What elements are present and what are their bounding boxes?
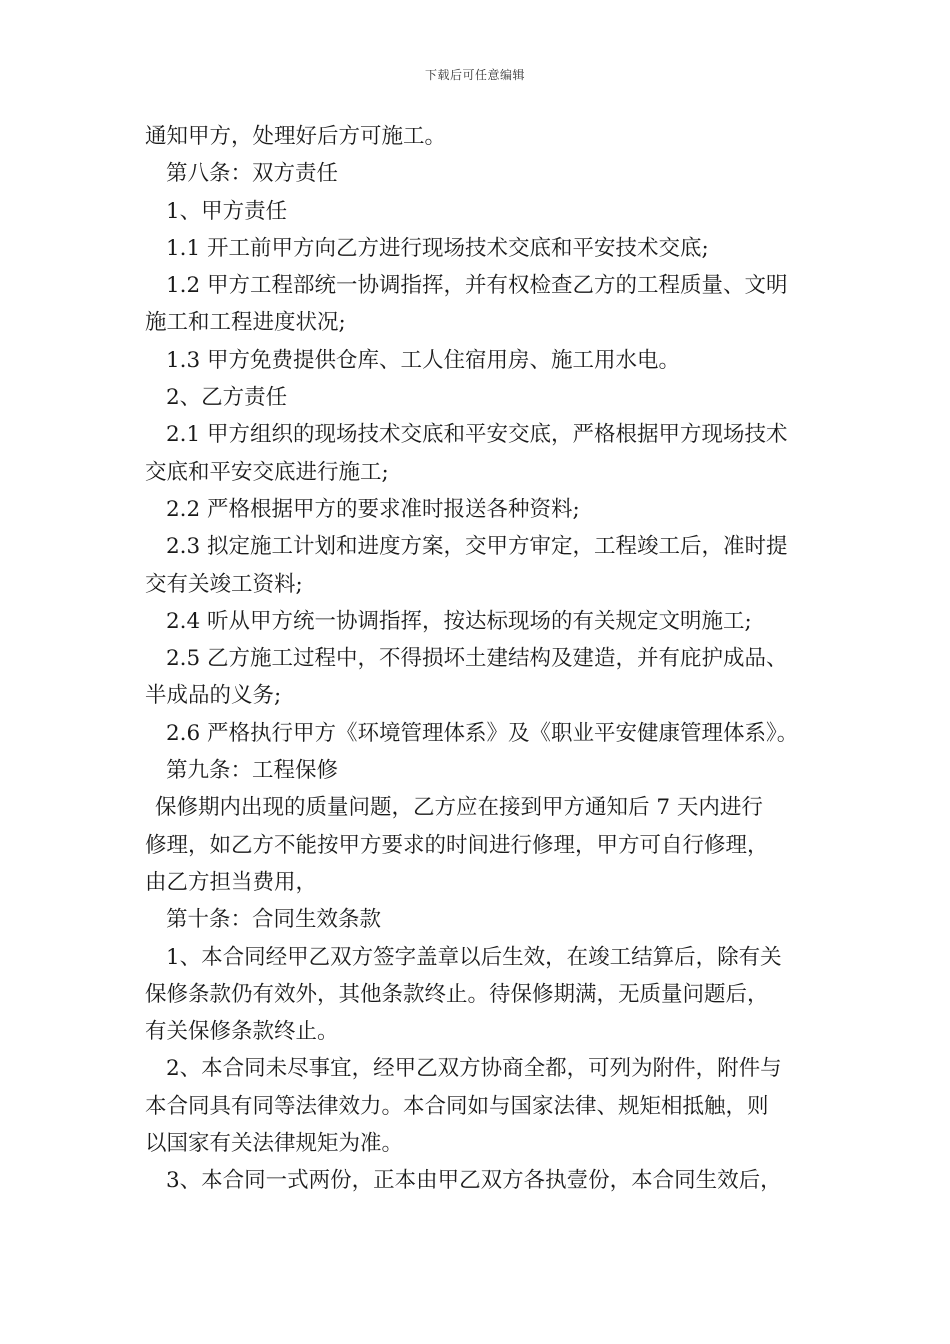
text-line: 1.3 甲方免费提供仓库、工人住宿用房、施工用水电。 <box>166 347 681 373</box>
text-line: 2.4 听从甲方统一协调指挥，按达标现场的有关规定文明施工; <box>166 608 752 634</box>
text-line: 3、本合同一式两份，正本由甲乙双方各执壹份，本合同生效后， <box>166 1168 782 1194</box>
text-line: 1、本合同经甲乙双方签字盖章以后生效，在竣工结算后，除有关 <box>166 944 782 970</box>
text-line: 2、本合同未尽事宜，经甲乙双方协商全都，可列为附件，附件与 <box>166 1056 782 1082</box>
text-line: 2.5 乙方施工过程中，不得损坏土建结构及建造，并有庇护成品、 <box>166 646 788 672</box>
text-line: 1.2 甲方工程部统一协调指挥，并有权检查乙方的工程质量、文明 <box>166 273 788 299</box>
text-line: 第九条：工程保修 <box>166 758 339 784</box>
text-line: 施工和工程进度状况; <box>145 310 346 336</box>
page-header: 下载后可任意编辑 <box>424 68 525 82</box>
text-line: 保修条款仍有效外，其他条款终止。待保修期满，无质量问题后， <box>145 981 769 1007</box>
text-line: 交有关竣工资料; <box>145 571 303 597</box>
text-line: 交底和平安交底进行施工; <box>145 459 389 485</box>
text-line: 通知甲方，处理好后方可施工。 <box>145 124 447 149</box>
text-line: 以国家有关法律规矩为准。 <box>145 1131 404 1157</box>
text-line: 保修期内出现的质量问题，乙方应在接到甲方通知后 7 天内进行 <box>155 795 763 821</box>
document-body <box>145 118 810 1200</box>
text-line: 2.1 甲方组织的现场技术交底和平安交底，严格根据甲方现场技术 <box>166 422 788 448</box>
text-line: 1.1 开工前甲方向乙方进行现场技术交底和平安技术交底; <box>166 235 709 261</box>
text-line: 本合同具有同等法律效力。本合同如与国家法律、规矩相抵触，则 <box>145 1093 769 1119</box>
text-line: 1、甲方责任 <box>166 198 288 224</box>
text-line: 第八条：双方责任 <box>166 161 339 187</box>
text-line: 2、乙方责任 <box>166 385 288 411</box>
text-line: 2.6 严格执行甲方《环境管理体系》及《职业平安健康管理体系》。 <box>166 720 799 746</box>
text-line: 2.2 严格根据甲方的要求准时报送各种资料; <box>166 496 580 522</box>
text-line: 第十条：合同生效条款 <box>166 907 382 933</box>
text-line: 由乙方担当费用， <box>145 869 318 895</box>
text-line: 有关保修条款终止。 <box>145 1019 339 1045</box>
text-line: 2.3 拟定施工计划和进度方案，交甲方审定，工程竣工后，准时提 <box>166 534 788 560</box>
text-line: 修理，如乙方不能按甲方要求的时间进行修理，甲方可自行修理， <box>145 832 769 858</box>
text-line: 半成品的义务; <box>145 683 282 709</box>
